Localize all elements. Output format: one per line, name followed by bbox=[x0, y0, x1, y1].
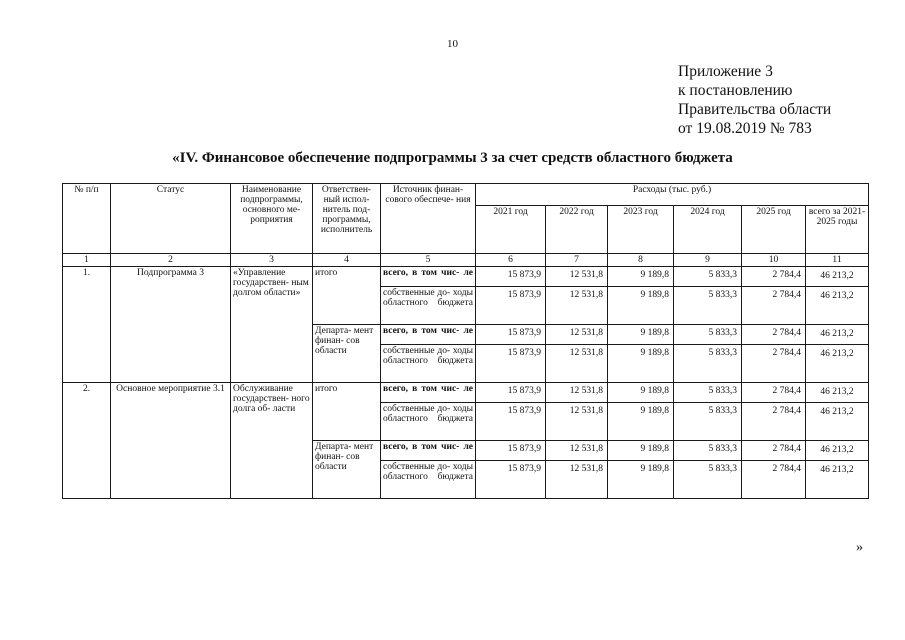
source-cell: собственные до- ходы областного бюджета bbox=[381, 287, 476, 325]
value-cell: 2 784,4 bbox=[742, 383, 806, 403]
appendix-line-4: от 19.08.2019 № 783 bbox=[678, 120, 812, 137]
value-cell: 5 833,3 bbox=[674, 441, 742, 461]
value-cell: 12 531,8 bbox=[546, 267, 608, 287]
status-cell: Подпрограмма 3 bbox=[111, 267, 231, 383]
value-cell: 2 784,4 bbox=[742, 325, 806, 345]
header-num: № п/п bbox=[63, 184, 111, 254]
column-number: 8 bbox=[608, 254, 674, 267]
responsible-cell: Департа- мент финан- сов области bbox=[313, 325, 381, 383]
row-number: 2. bbox=[63, 383, 111, 499]
source-cell: собственные до- ходы областного бюджета bbox=[381, 403, 476, 441]
value-cell: 46 213,2 bbox=[806, 461, 869, 499]
appendix-line-1: Приложение 3 bbox=[678, 63, 773, 80]
header-expenses: Расходы (тыс. руб.) bbox=[476, 184, 869, 206]
value-cell: 15 873,9 bbox=[476, 403, 546, 441]
value-cell: 12 531,8 bbox=[546, 383, 608, 403]
header-2023: 2023 год bbox=[608, 206, 674, 254]
header-2021: 2021 год bbox=[476, 206, 546, 254]
value-cell: 9 189,8 bbox=[608, 345, 674, 383]
name-cell: «Управление государствен- ным долгом области» bbox=[231, 267, 313, 383]
header-responsible: Ответствен- ный испол- нитель под- программы, исполнитель bbox=[313, 184, 381, 254]
value-cell: 2 784,4 bbox=[742, 267, 806, 287]
value-cell: 12 531,8 bbox=[546, 287, 608, 325]
document-title: «IV. Финансовое обеспечение подпрограммы 3 за счет средств областного бюджета bbox=[172, 150, 733, 166]
table-body bbox=[63, 267, 869, 499]
value-cell: 46 213,2 bbox=[806, 287, 869, 325]
value-cell: 46 213,2 bbox=[806, 345, 869, 383]
header-2022: 2022 год bbox=[546, 206, 608, 254]
responsible-cell: итого bbox=[313, 383, 381, 441]
value-cell: 12 531,8 bbox=[546, 461, 608, 499]
value-cell: 9 189,8 bbox=[608, 461, 674, 499]
source-cell: всего, в том чис- ле bbox=[381, 383, 476, 403]
source-cell: всего, в том чис- ле bbox=[381, 441, 476, 461]
column-number: 1 bbox=[63, 254, 111, 267]
source-cell: всего, в том чис- ле bbox=[381, 267, 476, 287]
column-number: 2 bbox=[111, 254, 231, 267]
value-cell: 2 784,4 bbox=[742, 345, 806, 383]
value-cell: 46 213,2 bbox=[806, 383, 869, 403]
value-cell: 9 189,8 bbox=[608, 325, 674, 345]
source-cell: собственные до- ходы областного бюджета bbox=[381, 345, 476, 383]
page-number: 10 bbox=[447, 38, 458, 50]
status-cell: Основное мероприятие 3.1 bbox=[111, 383, 231, 499]
column-number: 5 bbox=[381, 254, 476, 267]
column-number-row bbox=[63, 254, 869, 267]
name-cell: Обслуживание государствен- ного долга об- ласти bbox=[231, 383, 313, 499]
value-cell: 2 784,4 bbox=[742, 287, 806, 325]
table-row bbox=[63, 383, 869, 403]
value-cell: 15 873,9 bbox=[476, 287, 546, 325]
value-cell: 12 531,8 bbox=[546, 325, 608, 345]
header-name: Наименование подпрограммы, основного ме- роприятия bbox=[231, 184, 313, 254]
value-cell: 2 784,4 bbox=[742, 441, 806, 461]
value-cell: 12 531,8 bbox=[546, 441, 608, 461]
column-number: 4 bbox=[313, 254, 381, 267]
finance-table-wrapper bbox=[62, 183, 869, 499]
value-cell: 15 873,9 bbox=[476, 345, 546, 383]
header-total: всего за 2021-2025 годы bbox=[806, 206, 869, 254]
finance-table bbox=[62, 183, 869, 499]
column-number: 10 bbox=[742, 254, 806, 267]
value-cell: 46 213,2 bbox=[806, 403, 869, 441]
value-cell: 9 189,8 bbox=[608, 287, 674, 325]
value-cell: 2 784,4 bbox=[742, 403, 806, 441]
value-cell: 5 833,3 bbox=[674, 267, 742, 287]
appendix-line-3: Правительства области bbox=[678, 101, 832, 118]
closing-quote: » bbox=[856, 540, 863, 555]
column-number: 6 bbox=[476, 254, 546, 267]
value-cell: 5 833,3 bbox=[674, 287, 742, 325]
value-cell: 46 213,2 bbox=[806, 267, 869, 287]
value-cell: 15 873,9 bbox=[476, 325, 546, 345]
appendix-line-2: к постановлению bbox=[678, 82, 793, 99]
value-cell: 5 833,3 bbox=[674, 345, 742, 383]
value-cell: 15 873,9 bbox=[476, 461, 546, 499]
value-cell: 15 873,9 bbox=[476, 267, 546, 287]
column-number: 9 bbox=[674, 254, 742, 267]
appendix-note bbox=[678, 62, 831, 138]
value-cell: 5 833,3 bbox=[674, 403, 742, 441]
header-2024: 2024 год bbox=[674, 206, 742, 254]
value-cell: 15 873,9 bbox=[476, 383, 546, 403]
source-cell: собственные до- ходы областного бюджета bbox=[381, 461, 476, 499]
value-cell: 46 213,2 bbox=[806, 441, 869, 461]
responsible-cell: итого bbox=[313, 267, 381, 325]
value-cell: 9 189,8 bbox=[608, 441, 674, 461]
value-cell: 12 531,8 bbox=[546, 345, 608, 383]
value-cell: 9 189,8 bbox=[608, 383, 674, 403]
value-cell: 5 833,3 bbox=[674, 461, 742, 499]
value-cell: 12 531,8 bbox=[546, 403, 608, 441]
value-cell: 2 784,4 bbox=[742, 461, 806, 499]
column-number: 3 bbox=[231, 254, 313, 267]
value-cell: 9 189,8 bbox=[608, 267, 674, 287]
row-number: 1. bbox=[63, 267, 111, 383]
table-row bbox=[63, 267, 869, 287]
column-number: 7 bbox=[546, 254, 608, 267]
header-status: Статус bbox=[111, 184, 231, 254]
value-cell: 15 873,9 bbox=[476, 441, 546, 461]
responsible-cell: Департа- мент финан- сов области bbox=[313, 441, 381, 499]
value-cell: 46 213,2 bbox=[806, 325, 869, 345]
column-number: 11 bbox=[806, 254, 869, 267]
header-2025: 2025 год bbox=[742, 206, 806, 254]
source-cell: всего, в том чис- ле bbox=[381, 325, 476, 345]
value-cell: 5 833,3 bbox=[674, 325, 742, 345]
value-cell: 9 189,8 bbox=[608, 403, 674, 441]
header-source: Источник финан- сового обеспече- ния bbox=[381, 184, 476, 254]
value-cell: 5 833,3 bbox=[674, 383, 742, 403]
